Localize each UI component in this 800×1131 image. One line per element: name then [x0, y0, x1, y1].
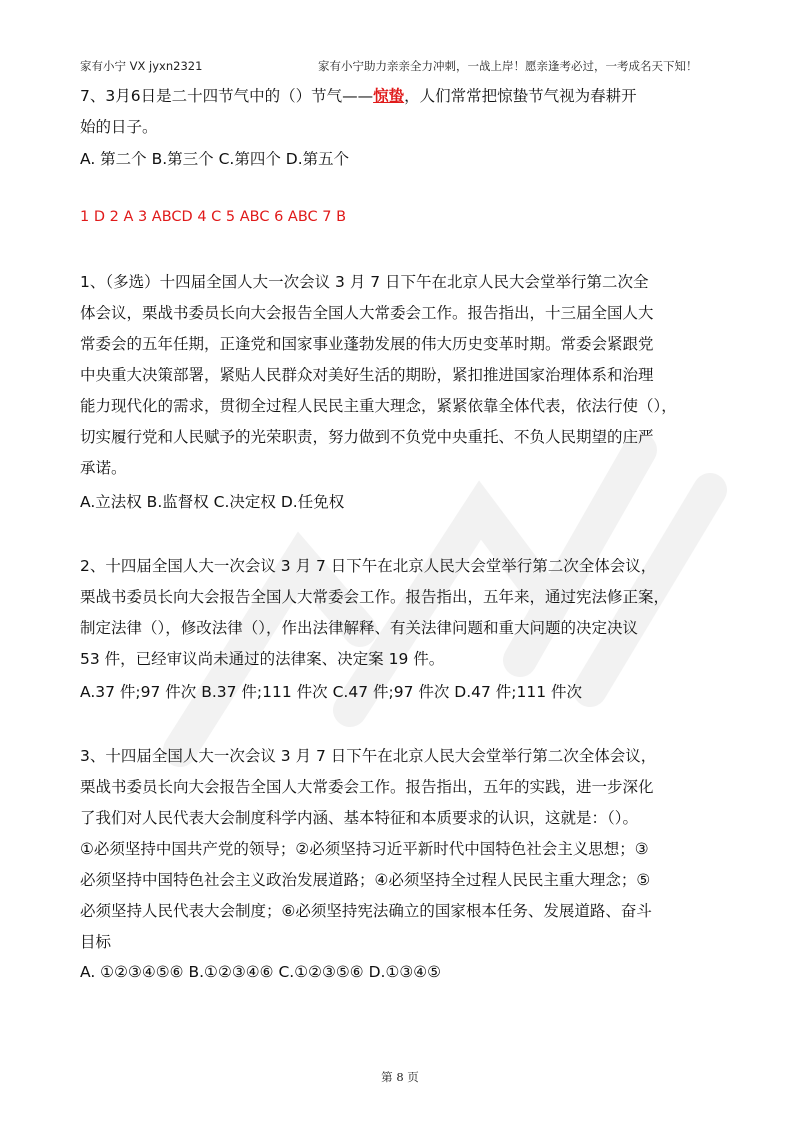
q3-line-1: 3、十四届全国人大一次会议 3 月 7 日下午在北京人民大会堂举行第二次全体会议， — [80, 747, 657, 765]
q1-line-7: 承诺。 — [80, 459, 127, 477]
q1-line-1: 1、（多选）十四届全国人大一次会议 3 月 7 日下午在北京人民大会堂举行第二次全 — [80, 273, 649, 291]
q1-line-4: 中央重大决策部署，紧贴人民群众对美好生活的期盼，紧扣推进国家治理体系和治理 — [80, 366, 654, 384]
q1-line-6: 切实履行党和人民赋予的光荣职责，努力做到不负党中央重托、不负人民期望的庄严 — [80, 428, 654, 446]
q2-line-3: 制定法律（），修改法律（），作出法律解释、有关法律问题和重大问题的决定决议 — [80, 619, 639, 637]
q2-line-2: 栗战书委员长向大会报告全国人大常委会工作。报告指出，五年来，通过宪法修正案， — [80, 588, 670, 606]
page-number: 第 8 页 — [381, 1070, 419, 1084]
q7-prefix: 7、3月6日是二十四节气中的（）节气—— — [80, 87, 374, 105]
q7-line-2: 始的日子。 — [80, 118, 158, 136]
q2-line-1: 2、十四届全国人大一次会议 3 月 7 日下午在北京人民大会堂举行第二次全体会议， — [80, 557, 657, 575]
answer-key: 1 D 2 A 3 ABCD 4 C 5 ABC 6 ABC 7 B — [80, 209, 347, 225]
q1-line-5: 能力现代化的需求，贯彻全过程人民民主重大理念，紧紧依靠全体代表，依法行使（）， — [80, 397, 677, 415]
q1-options: A.立法权 B.监督权 C.决定权 D.任免权 — [80, 493, 345, 511]
q1-line-3: 常委会的五年任期，正逢党和国家事业蓬勃发展的伟大历史变革时期。常委会紧跟党 — [80, 335, 654, 353]
header-left-text: 家有小宁 VX jyxn2321 — [80, 59, 203, 73]
q2-line-4: 53 件，已经审议尚未通过的法律案、决定案 19 件。 — [80, 650, 445, 668]
q3-options: A. ①②③④⑤⑥ B.①②③④⑥ C.①②③⑤⑥ D.①③④⑤ — [80, 963, 442, 981]
q3-line-6: 必须坚持人民代表大会制度；⑥必须坚持宪法确立的国家根本任务、发展道路、奋斗 — [80, 902, 652, 920]
q3-line-7: 目标 — [80, 933, 112, 951]
q3-line-2: 栗战书委员长向大会报告全国人大常委会工作。报告指出，五年的实践，进一步深化 — [80, 778, 654, 796]
q7-line-1 — [80, 84, 720, 106]
q7-suffix: ，人们常常把惊蛰节气视为春耕开 — [404, 87, 637, 105]
q7-term-highlight: 惊蛰 — [373, 87, 405, 105]
q2-options: A.37 件;97 件次 B.37 件;111 件次 C.47 件;97 件次 D.47 件;111 件次 — [80, 683, 583, 701]
q3-line-4: ①必须坚持中国共产党的领导；②必须坚持习近平新时代中国特色社会主义思想；③ — [80, 840, 649, 858]
q7-options: A. 第二个 B.第三个 C.第四个 D.第五个 — [80, 150, 350, 168]
header-right-text: 家有小宁助力亲亲全力冲刺，一战上岸！愿亲逢考必过，一考成名天下知！ — [318, 59, 698, 73]
q3-line-3: 了我们对人民代表大会制度科学内涵、基本特征和本质要求的认识，这就是：（）。 — [80, 809, 639, 827]
q3-line-5: 必须坚持中国特色社会主义政治发展道路；④必须坚持全过程人民民主重大理念；⑤ — [80, 871, 651, 889]
q1-line-2: 体会议，栗战书委员长向大会报告全国人大常委会工作。报告指出，十三届全国人大 — [80, 304, 654, 322]
